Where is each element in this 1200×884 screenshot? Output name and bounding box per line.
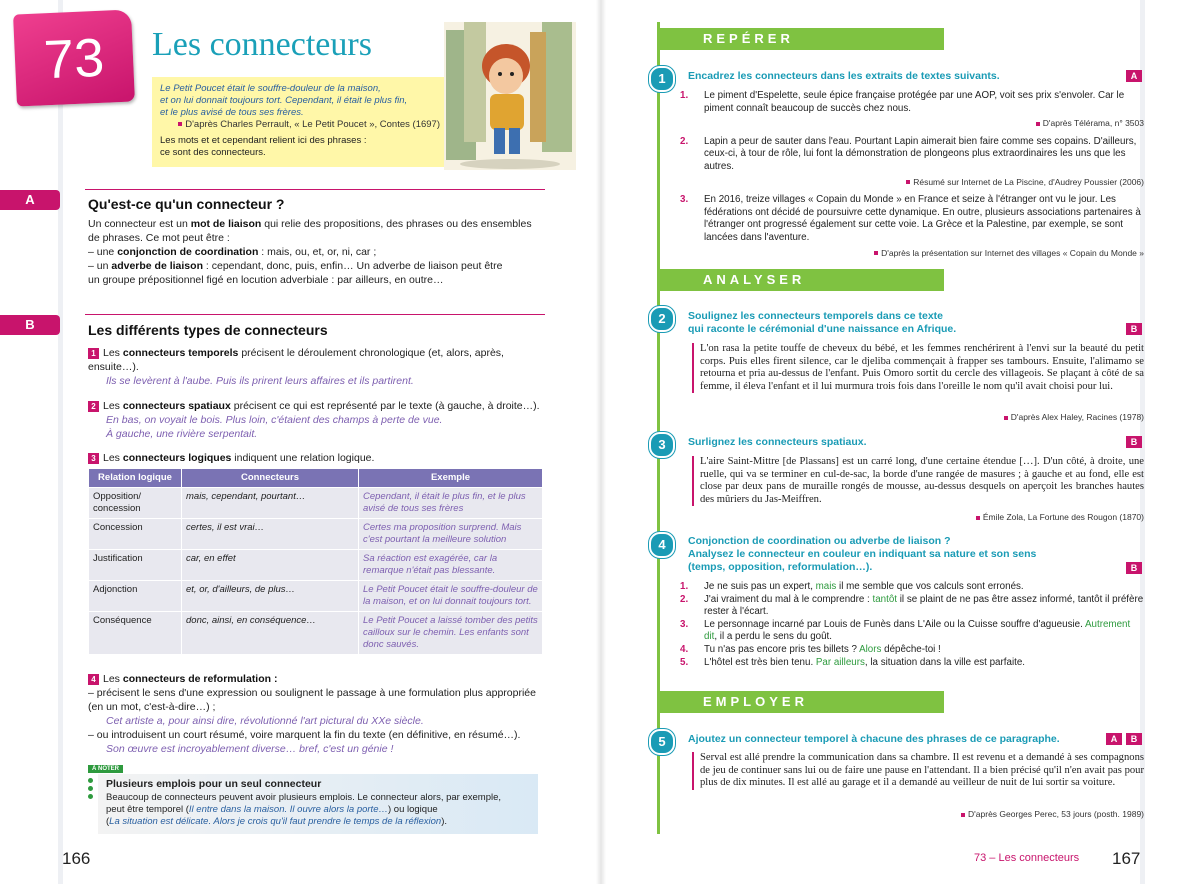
a-noter-title: Plusieurs emplois pour un seul connecteur bbox=[106, 778, 322, 790]
quote-line: et on lui donnait toujours tort. Cependant, il était le plus fin, bbox=[160, 95, 408, 106]
table-row: Concession certes, il est vrai… Certes ma proposition surprend. Mais c'est pourtant la meilleure solution bbox=[89, 519, 543, 550]
exercise-4-number: 4 bbox=[649, 532, 675, 558]
exercise-3-source: Émile Zola, La Fortune des Rougon (1870) bbox=[692, 512, 1144, 522]
exercise-5-level-b: B bbox=[1126, 733, 1142, 745]
section-a-body: Un connecteur est un mot de liaison qui relie des propositions, des phrases ou des ensembles de phrases. Ce mot peut être : – une conjonction de coordination : mais, ou, et, or, ni, car ; – un adverbe de liaison : cependant, donc, puis, enfin… Un adverbe de liaison peut être un groupe prépositionnel figé en locution adverbiale : par ailleurs, en outre… bbox=[88, 218, 532, 286]
reperer-band: REPÉRER bbox=[657, 28, 944, 50]
list-item: 4. Tu n'as pas encore pris tes billets ? Alors dépêche-toi ! bbox=[680, 643, 941, 655]
book-gutter bbox=[596, 0, 606, 884]
logical-connectors-paragraph: 3 Les connecteurs logiques indiquent une relation logique. bbox=[88, 451, 548, 465]
list-item: 3. En 2016, treize villages « Copain du Monde » en France et seize à l'étranger ont vu le jour. Les fédérations ont décidé de poursuivre cette dynamique. En outre, plusieurs associations partenaires à l'étranger ont progressé également sur cette voie. La Grèce et la Palestine, par exemple, se sont lancées dans l'aventure. bbox=[680, 194, 1141, 243]
section-a-rule bbox=[85, 189, 545, 190]
table-header: Relation logique bbox=[89, 469, 182, 488]
exercise-4-list bbox=[680, 581, 1144, 669]
exercise-3-number: 3 bbox=[649, 432, 675, 458]
section-b-title: Les différents types de connecteurs bbox=[88, 322, 328, 338]
page-title: Les connecteurs bbox=[152, 26, 372, 63]
section-a-title: Qu'est-ce qu'un connecteur ? bbox=[88, 196, 285, 212]
exercise-2-title: Soulignez les connecteurs temporels dans ce texte qui raconte le cérémonial d'une naissance en Afrique. bbox=[688, 310, 957, 335]
footer-chapter-title: 73 – Les connecteurs bbox=[974, 852, 1080, 864]
table-row: Opposition/ concession mais, cependant, pourtant… Cependant, il était le plus fin, et le plus avisé de tous ses frères bbox=[89, 488, 543, 519]
a-noter-tag: À NOTER bbox=[88, 765, 123, 773]
exercise-1-number: 1 bbox=[649, 66, 675, 92]
exercise-3-level: B bbox=[1126, 436, 1142, 448]
exercise-5-level-a: A bbox=[1106, 733, 1122, 745]
exercise-2-number: 2 bbox=[649, 306, 675, 332]
exercise-5-source: D'après Georges Perec, 53 jours (posth. 1989) bbox=[692, 809, 1144, 819]
a-noter-box: Plusieurs emplois pour un seul connecteur Beaucoup de connecteurs peuvent avoir plusieurs emplois. Le connecteur alors, par exemple, peut être temporel (Il entre dans la maison. Il ouvre alors la porte…) ou logique (La situation est délicate. Alors je crois qu'il faut prendre le temps de la réflexion). bbox=[98, 774, 538, 834]
section-a-tab: A bbox=[0, 190, 60, 210]
intro-quote-box bbox=[152, 77, 448, 167]
exercise-1-level: A bbox=[1126, 70, 1142, 82]
analyser-band: ANALYSER bbox=[657, 269, 944, 291]
section-b-tab: B bbox=[0, 315, 60, 335]
list-item: 1. Je ne suis pas un expert, mais il me semble que vos calculs sont erronés. bbox=[680, 581, 1024, 592]
example-sentence: Son œuvre est incroyablement diverse… bref, c'est un génie ! bbox=[106, 743, 394, 755]
exercise-2-level: B bbox=[1126, 323, 1142, 335]
quote-line: et le plus avisé de tous ses frères. bbox=[160, 107, 304, 118]
exercise-3-text: L'aire Saint-Mittre [de Plassans] est un carré long, d'une certaine étendue […]. D'un côté, à droite, une ruelle, qui va se terminer en cul-de-sac, la borde d'une rangée de masures ; à gauche et au fond, elle est close par deux pans de muraille rongés de mousse, au-dessus desquels on aperçoit les branches hautes des mûriers du Jas-Meiffren. bbox=[692, 456, 1144, 506]
temporal-connectors-paragraph: 1 Les connecteurs temporels précisent le déroulement chronologique (et, alors, après, ensuite…). Ils se levèrent à l'aube. Puis ils prirent leurs affaires et ils partirent. bbox=[88, 346, 548, 388]
exercise-4-title: Conjonction de coordination ou adverbe de liaison ? Analysez le connecteur en couleur en indiquant sa nature et son sens (temps, opposition, reformulation…). bbox=[688, 535, 1037, 573]
exercise-3-title: Surlignez les connecteurs spatiaux. bbox=[688, 436, 867, 448]
table-row: Adjonction et, or, d'ailleurs, de plus… Le Petit Poucet était le souffre-douleur de la maison, et on lui donnait toujours tort. bbox=[89, 581, 543, 612]
exercise-1-list: 1. Le piment d'Espelette, seule épice française protégée par une AOP, voit ses prix s'envoler. Car le piment connaît beaucoup de succès chez nous. D'après Télérama, n° 3503 2. Lapin a peur de sauter dans l'eau. Pourtant Lapin aimerait bien faire comme ses copains. D'ailleurs, ceux-ci, à tour de rôle, lui font la démonstration de plongeons plus extraordinaires les uns que les autres. Résumé sur Internet de La Piscine, d'Audrey Poussier (2006) 3. En 2016, treize villages « Copain du Monde » en France et seize à l'étranger ont vu le jour. Les fédérations ont décidé de poursuivre cette dynamique. En outre, plusieurs associations partenaires à l'étranger ont progressé également sur cette voie. La Grèce et la Palestine, par exemple, se sont lancées dans l'aventure. D'après la présentation sur Internet des villages « Copain du Monde » bbox=[680, 90, 1144, 258]
logical-connectors-table bbox=[88, 468, 543, 655]
list-item: 2. Lapin a peur de sauter dans l'eau. Pourtant Lapin aimerait bien faire comme ses copains. D'ailleurs, ceux-ci, à tour de rôle, lui font la démonstration de plongeons plus extraordinaires les uns que les autres. bbox=[680, 135, 1137, 172]
left-page-edge bbox=[58, 0, 63, 884]
example-sentence: En bas, on voyait le bois. Plus loin, c'étaient des champs à perte de vue. bbox=[106, 414, 443, 426]
chapter-number: 73 bbox=[42, 27, 106, 91]
quote-line: Le Petit Poucet était le souffre-douleur de la maison, bbox=[160, 83, 381, 94]
table-row: Conséquence donc, ainsi, en conséquence… Le Petit Poucet a laissé tomber des petits cailloux sur le chemin. Les enfants sont donc sauvés. bbox=[89, 612, 543, 655]
exercise-4-level: B bbox=[1126, 562, 1142, 574]
employer-band: EMPLOYER bbox=[657, 691, 944, 713]
list-item: 1. Le piment d'Espelette, seule épice française protégée par une AOP, voit ses prix s'envoler. Car le piment connaît beaucoup de succès chez nous. bbox=[680, 90, 1125, 114]
page-number-right: 167 bbox=[1112, 849, 1141, 868]
list-item: 2. J'ai vraiment du mal à le comprendre : tantôt il se plaint de ne pas être assez informé, tantôt il préfère rester à l'écart. bbox=[680, 593, 1144, 618]
example-sentence: Ils se levèrent à l'aube. Puis ils prirent leurs affaires et ils partirent. bbox=[106, 375, 414, 387]
table-row: Justification car, en effet Sa réaction est exagérée, car la remarque n'était pas blessante. bbox=[89, 550, 543, 581]
exercise-2-text: L'on rasa la petite touffe de cheveux du bébé, et les femmes renchérirent à l'envi sur la beauté du petit corps. Puis elles firent silence, car le djeliba commençait à frapper ses tambours. Ensuite, l'alimamo se retourna et pria au-dessus de l'enfant. Puis Omoro sortit du cercle des villageois. Se plaçant à côté de sa femme, il éleva l'enfant et il lui murmura trois fois dans l'oreille le nom qu'il avait choisi pour lui. bbox=[692, 343, 1144, 393]
spatial-connectors-paragraph: 2 Les connecteurs spatiaux précisent ce qui est représenté par le texte (à gauche, à droite…). En bas, on voyait le bois. Plus loin, c'étaient des champs à perte de vue. À gauche, une rivière serpentait. bbox=[88, 399, 548, 441]
quote-source: D'après Charles Perrault, « Le Petit Poucet », Contes (1697) bbox=[160, 119, 440, 131]
reformulation-connectors-paragraph: 4 Les connecteurs de reformulation : – précisent le sens d'une expression ou soulignent le passage à une formulation plus appropriée (en un mot, c'est-à-dire…) ; Cet artiste a, pour ainsi dire, révolutionné l'art pictural du XXe siècle. – ou introduisent un court résumé, voire marquent la fin du texte (en définitive, en résumé…). Son œuvre est incroyablement diverse… bref, c'est un génie ! bbox=[88, 672, 548, 756]
example-sentence: À gauche, une rivière serpentait. bbox=[106, 428, 258, 440]
exercise-5-number: 5 bbox=[649, 729, 675, 755]
exercise-5-text: Serval est allé prendre la communication dans sa chambre. Il est revenu et a demandé à ses compagnons de jeu de continuer sans lui ou de faire une pause en l'attendant. Il a bien précisé qu'il n'en avait pas pour plus de dix minutes. Il est allé au garage et il a demandé au veilleur de nuit de lui sortir sa voiture. bbox=[692, 752, 1144, 790]
exercise-5-title: Ajoutez un connecteur temporel à chacune des phrases de ce paragraphe. bbox=[688, 733, 1060, 745]
exercise-2-source: D'après Alex Haley, Racines (1978) bbox=[692, 412, 1144, 422]
section-b-rule bbox=[85, 314, 545, 315]
chapter-badge bbox=[13, 9, 135, 106]
exercise-1-title: Encadrez les connecteurs dans les extraits de textes suivants. bbox=[688, 70, 1000, 82]
page-number-left: 166 bbox=[62, 849, 91, 868]
intro-note: Les mots et et cependant relient ici des phrases : bbox=[160, 135, 367, 146]
a-noter-dots bbox=[88, 778, 93, 802]
table-header: Exemple bbox=[359, 469, 543, 488]
intro-note: ce sont des connecteurs. bbox=[160, 147, 266, 158]
example-sentence: Cet artiste a, pour ainsi dire, révolutionné l'art pictural du XXe siècle. bbox=[106, 715, 424, 727]
petit-poucet-illustration bbox=[444, 22, 576, 170]
list-item: 5. L'hôtel est très bien tenu. Par ailleurs, la situation dans la ville est parfaite. bbox=[680, 656, 1026, 668]
table-header: Connecteurs bbox=[182, 469, 359, 488]
list-item: 3. Le personnage incarné par Louis de Funès dans L'Aile ou la Cuisse souffre d'agueusie. Autrement dit, il a perdu le sens du goût. bbox=[680, 618, 1131, 643]
